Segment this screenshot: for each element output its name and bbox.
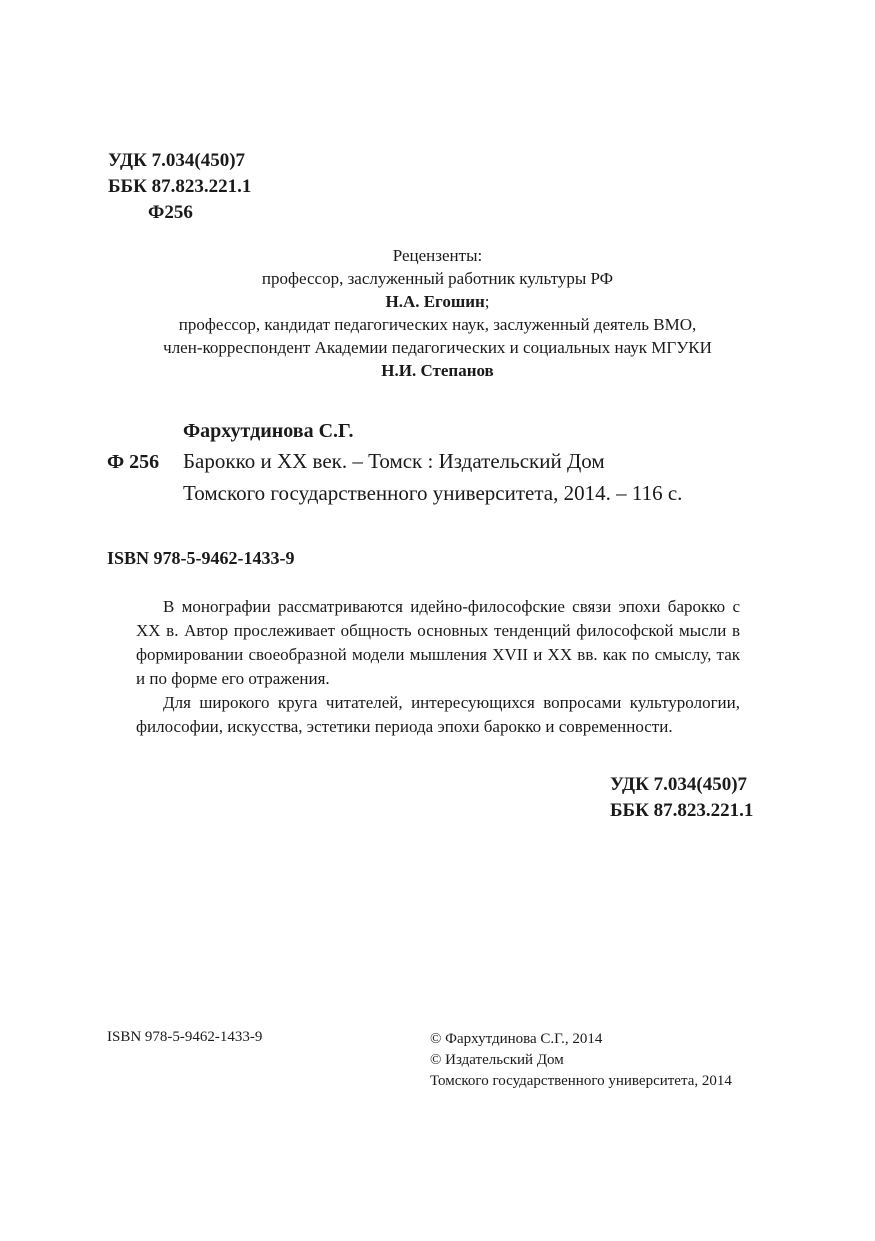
udk-code-bottom: УДК 7.034(450)7 xyxy=(610,774,748,795)
abstract-paragraph2: Для широкого круга читателей, интересующихся вопросами культурологии, философии, искусства, эстетики периода эпохи барокко и современности. xyxy=(136,693,740,736)
abstract xyxy=(136,595,740,739)
isbn-main: ISBN 978-5-9462-1433-9 xyxy=(107,548,295,568)
footer-copyright xyxy=(430,1029,732,1092)
reviewer1-suffix: ; xyxy=(484,292,490,311)
book-title-line2: Томского государственного университета, 2014. – 116 с. xyxy=(183,481,683,505)
copyright-author: © Фархутдинова С.Г., 2014 xyxy=(430,1031,603,1047)
author-name: Фархутдинова С.Г. xyxy=(183,420,354,442)
udk-code: УДК 7.034(450)7 xyxy=(108,150,246,171)
classification-bottom xyxy=(610,772,753,824)
bbk-code: ББК 87.823.221.1 xyxy=(108,176,252,197)
footer-isbn: ISBN 978-5-9462-1433-9 xyxy=(107,1029,263,1045)
reviewers-heading: Рецензенты: xyxy=(392,246,483,265)
abstract-paragraph1: В монографии рассматриваются идейно-философские связи эпохи барокко с ХХ в. Автор прослеживает общность основных тенденций философской мысли в формировании своеобразной модели мышления XVII и ХХ вв. как по смыслу, так и по форме его отражения. xyxy=(136,597,740,688)
reviewer2-title-line2: член-корреспондент Академии педагогических и социальных наук МГУКИ xyxy=(163,338,712,357)
bbk-code-bottom: ББК 87.823.221.1 xyxy=(610,800,754,821)
copyright-publisher: © Издательский Дом xyxy=(430,1052,564,1068)
reviewer1-name: Н.А. Егошин xyxy=(385,292,485,311)
reviewer1-title: профессор, заслуженный работник культуры РФ xyxy=(261,269,614,288)
author-sign: Ф256 xyxy=(148,202,193,223)
catalog-code: Ф 256 xyxy=(107,451,160,473)
book-title-line1: Барокко и ХХ век. – Томск : Издательский Дом xyxy=(183,449,605,473)
classification-top xyxy=(108,148,251,226)
reviewer2-title-line1: профессор, кандидат педагогических наук, заслуженный деятель ВМО, xyxy=(178,315,697,334)
copyright-publisher-line2: Томского государственного университета, 2014 xyxy=(430,1073,732,1089)
reviewers-block xyxy=(0,244,875,382)
reviewer1 xyxy=(0,290,875,313)
reviewer2-name: Н.И. Степанов xyxy=(381,361,494,380)
